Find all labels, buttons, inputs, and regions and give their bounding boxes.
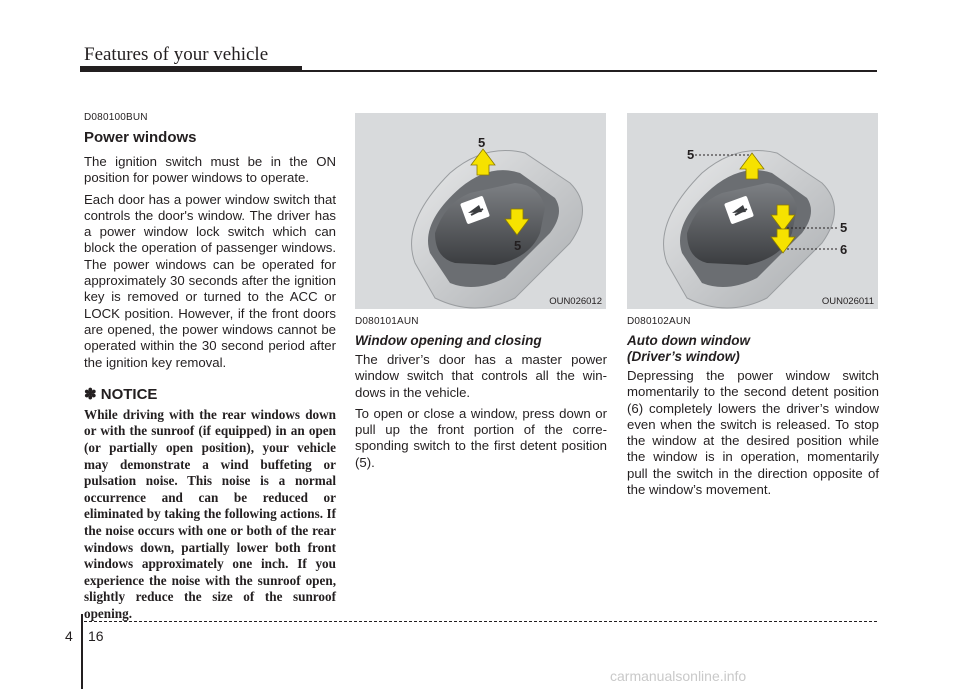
arrow-double-down-icon [627,113,878,309]
paragraph: Each door has a power window switch that controls the door's window. The driver has a power window lock switch which can block the operation of passenger windows. The power windows can be operated for approximately 30 seconds after the ignition key is removed or turned to the ACC or LOCK position. However, if the front doors are opened, the power windows cannot be operated within the 30 second period after the ignition key removal. [84,191,336,370]
watermark: carmanualsonline.info [610,668,747,684]
column-power-windows [84,112,336,623]
page-header-title: Features of your vehicle [84,44,269,65]
section-code: D080102AUN [627,316,691,327]
figure-window-switch-open-close [355,113,606,309]
paragraph: Depressing the power window switch momentarily to the second detent position (6) completely lowers the driver’s window even when the switch is released. To stop the window at the desired position while the window is in operation, momentarily pull the switch in the direction opposite of the window’s movement. [627,368,879,498]
header-bar [80,66,302,72]
footer-divider [81,614,83,689]
chapter-number: 4 [65,628,73,644]
column-window-opening [355,316,607,476]
label-detent-up: 5 [687,147,695,162]
paragraph: To open or close a window, press down or pull up the front portion of the corresponding switch to the first detent position (5). [355,405,607,470]
section-heading: Auto down window [627,333,750,348]
notice-body: While driving with the rear windows down or with the sunroof (if equipped) in an open (or partially open position), your vehicle may demonstrate a wind buffeting or pulsation noise. This noise is a normal occurrence and can be reduced or eliminated by taking the following actions. If the noise occurs with one or both of the rear windows down, partially lower both front windows approximately one inch. If you experience the noise with the sunroof open, slightly reduce the size of the sunroof opening. [84,406,336,621]
page-number: 16 [88,628,104,644]
section-heading: Power windows [84,129,197,146]
section-heading: Window opening and closing [355,333,542,348]
label-detent-first-down: 5 [840,220,848,235]
figure-code: OUN026011 [821,296,874,307]
section-code: D080101AUN [355,316,419,327]
paragraph: The ignition switch must be in the ON position for power windows to operate. [84,154,336,186]
paragraph: The driver’s door has a master power window switch that controls all the windows in the vehicle. [355,352,607,400]
figure-window-switch-auto-down [627,113,878,309]
section-code: D080100BUN [84,112,148,123]
label-detent-down: 5 [514,238,522,253]
column-auto-down-window [627,316,879,503]
label-detent-up: 5 [478,135,486,150]
header-rule [302,70,877,72]
footer-rule [84,621,877,622]
section-subheading: (Driver’s window) [627,349,740,364]
label-detent-second-down: 6 [840,242,848,257]
notice-title: ✽ NOTICE [84,385,158,403]
figure-code: OUN026012 [549,296,602,307]
